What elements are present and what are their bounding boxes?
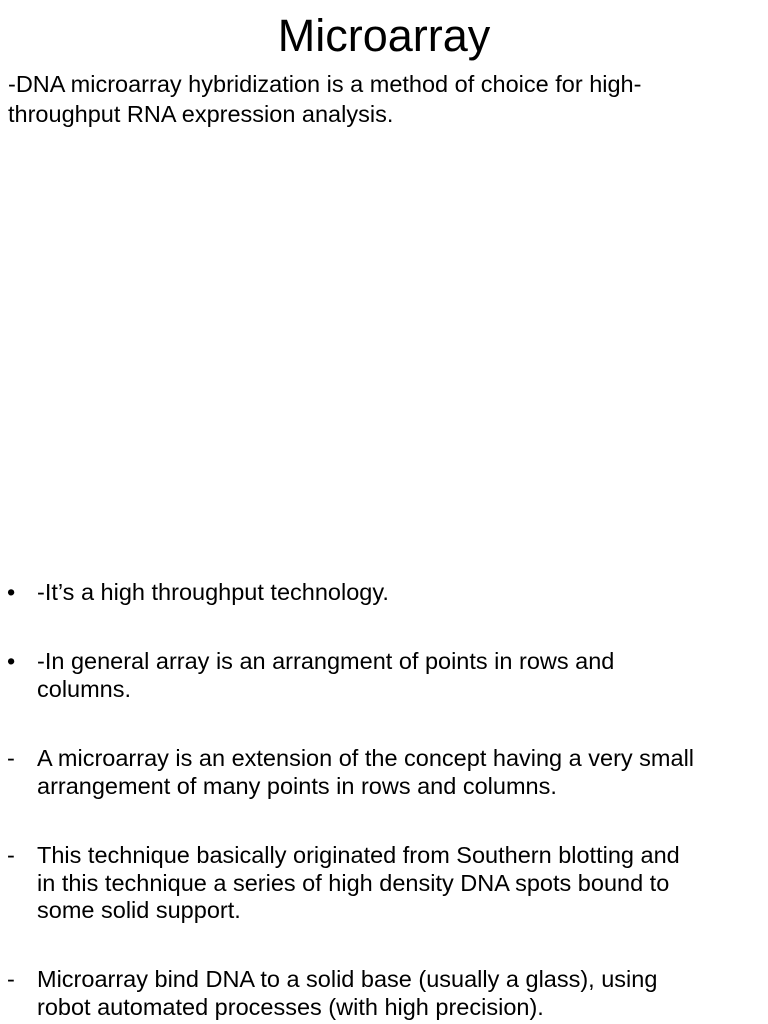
- bullet-marker: •: [7, 579, 16, 605]
- list-item-line: -In general array is an arrangment of points in rows and: [37, 648, 615, 674]
- list-item: [0, 842, 768, 925]
- slide-title: Microarray: [277, 10, 491, 61]
- list-item: [0, 745, 768, 800]
- list-item-line: -It’s a high throughput technology.: [37, 579, 389, 605]
- list-item-line: columns.: [37, 675, 132, 702]
- list-item-line: arrangement of many points in rows and columns.: [37, 772, 557, 799]
- dash-marker: -: [7, 745, 15, 771]
- list-item: [0, 579, 768, 607]
- list-item-line: This technique basically originated from Southern blotting and: [37, 842, 680, 868]
- bullet-marker: •: [7, 648, 16, 674]
- list-item-line: robot automated processes (with high precision).: [37, 993, 544, 1020]
- dash-marker: -: [7, 966, 15, 992]
- intro-line: throughput RNA expression analysis.: [8, 101, 394, 127]
- list-item: [0, 648, 768, 703]
- list-item-line: A microarray is an extension of the concept having a very small: [37, 745, 695, 771]
- intro-line: -DNA microarray hybridization is a method of choice for high-: [8, 71, 642, 97]
- dash-marker: -: [7, 842, 15, 868]
- list-item: [0, 966, 768, 1021]
- list-item-line: in this technique a series of high density DNA spots bound to: [37, 869, 670, 896]
- list-item-line: Microarray bind DNA to a solid base (usually a glass), using: [37, 966, 658, 992]
- list-item-line: some solid support.: [37, 897, 241, 923]
